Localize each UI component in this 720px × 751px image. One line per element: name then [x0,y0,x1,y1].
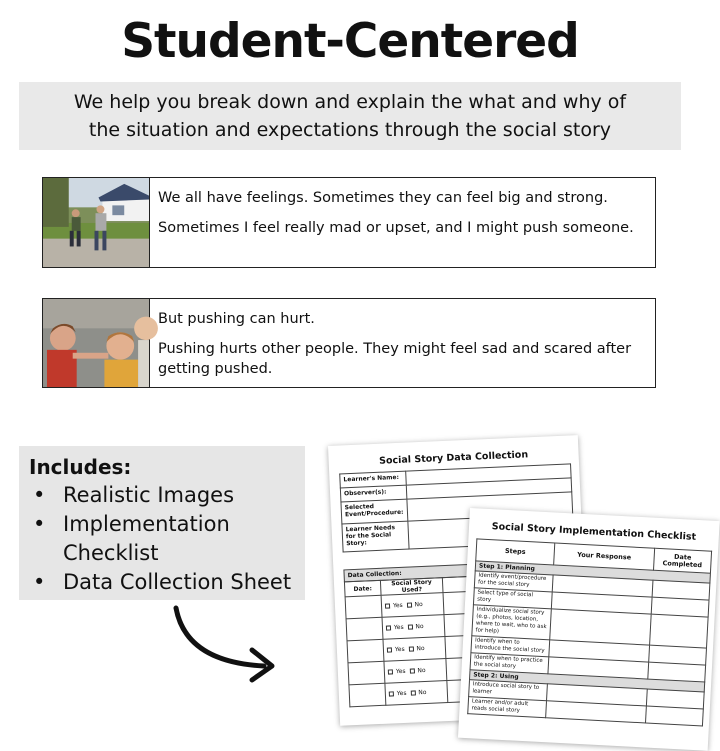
include-item-label: Data Collection Sheet [63,570,292,594]
step-item: Identify when to introduce the social story [471,636,550,657]
checkbox-icon [406,603,411,608]
column-header: Date Completed [653,548,711,573]
no-label: No [415,623,424,631]
story-line: But pushing can hurt. [158,311,315,327]
yes-label: Yes [395,667,406,676]
field-label: Learner's Name: [340,471,406,488]
bullet-icon: • [33,483,46,507]
bullet-icon: • [33,570,46,594]
story-card-1 [42,177,656,268]
yes-label: Yes [394,645,405,654]
bullet-icon: • [33,512,46,536]
story-photo-kids-running [43,178,150,267]
story-text-1 [150,178,644,267]
step-item: Introduce social story to learner [469,680,548,701]
step-item: Select type of social story [473,588,552,609]
sheet-title: Social Story Data Collection [378,449,529,467]
checkbox-icon [410,690,415,695]
list-item [29,568,295,597]
list-item [29,481,295,510]
field-label: Learner Needs for the Social Story: [342,521,409,552]
field-label: Selected Event/Procedure: [341,499,407,524]
column-header: Steps [476,539,555,565]
field-label: Observer(s): [340,485,406,502]
include-item-label: Realistic Images [63,483,235,507]
yes-label: Yes [396,689,407,698]
checkbox-icon [388,669,393,674]
section-header: Data Collection: [343,559,575,582]
includes-title: Includes: [29,455,132,479]
page-title: Student-Centered [121,14,579,69]
yes-label: Yes [393,623,404,632]
subtitle-line-1: We help you break down and explain the what and why of [73,91,627,113]
step-item: Identify when to practice the social story [470,653,549,674]
story-line: We all have feelings. Sometimes they can feel big and strong. [158,190,608,206]
no-label: No [417,666,426,675]
checkbox-icon [387,647,392,652]
step-header: Step 2: Using [470,670,705,692]
curved-arrow-icon [168,600,288,690]
checkbox-icon [407,624,412,629]
checkbox-icon [385,603,390,608]
no-label: No [414,601,423,609]
sheet-title: Social Story Implementation Checklist [491,521,697,543]
column-header: Social Story Used? [380,578,443,596]
column-header: Date: [344,580,381,597]
step-item: Individualize social story (e.g., photos, location, where to wait, who to ask for help) [472,605,552,640]
story-line: Pushing hurts other people. They might feel sad and scared after getting pushed. [158,341,632,377]
subtitle-line-2: the situation and expectations through the social story [88,119,612,141]
subtitle-box [19,82,681,150]
includes-box [19,446,305,600]
step-item: Learner and/or adult reads social story [468,697,547,718]
no-label: No [416,644,425,653]
include-item-label: Implementation Checklist [63,512,230,565]
yes-label: Yes [392,601,403,610]
list-item [29,510,295,568]
no-label: No [418,688,427,697]
story-text-2 [150,299,655,387]
checkbox-icon [408,646,413,651]
step-item: Identify event/procedure for the social story [474,571,553,592]
story-card-2 [42,298,656,388]
checkbox-icon [409,668,414,673]
story-photo-kids-pushing [43,299,150,387]
includes-list [29,481,295,597]
checklist-table [467,538,712,726]
step-header: Step 1: Planning [475,561,710,583]
checkbox-icon [386,625,391,630]
story-line: Sometimes I feel really mad or upset, and I might push someone. [158,220,634,236]
column-header: Your Response [554,543,655,570]
checkbox-icon [389,691,394,696]
implementation-checklist-sheet [458,508,720,751]
